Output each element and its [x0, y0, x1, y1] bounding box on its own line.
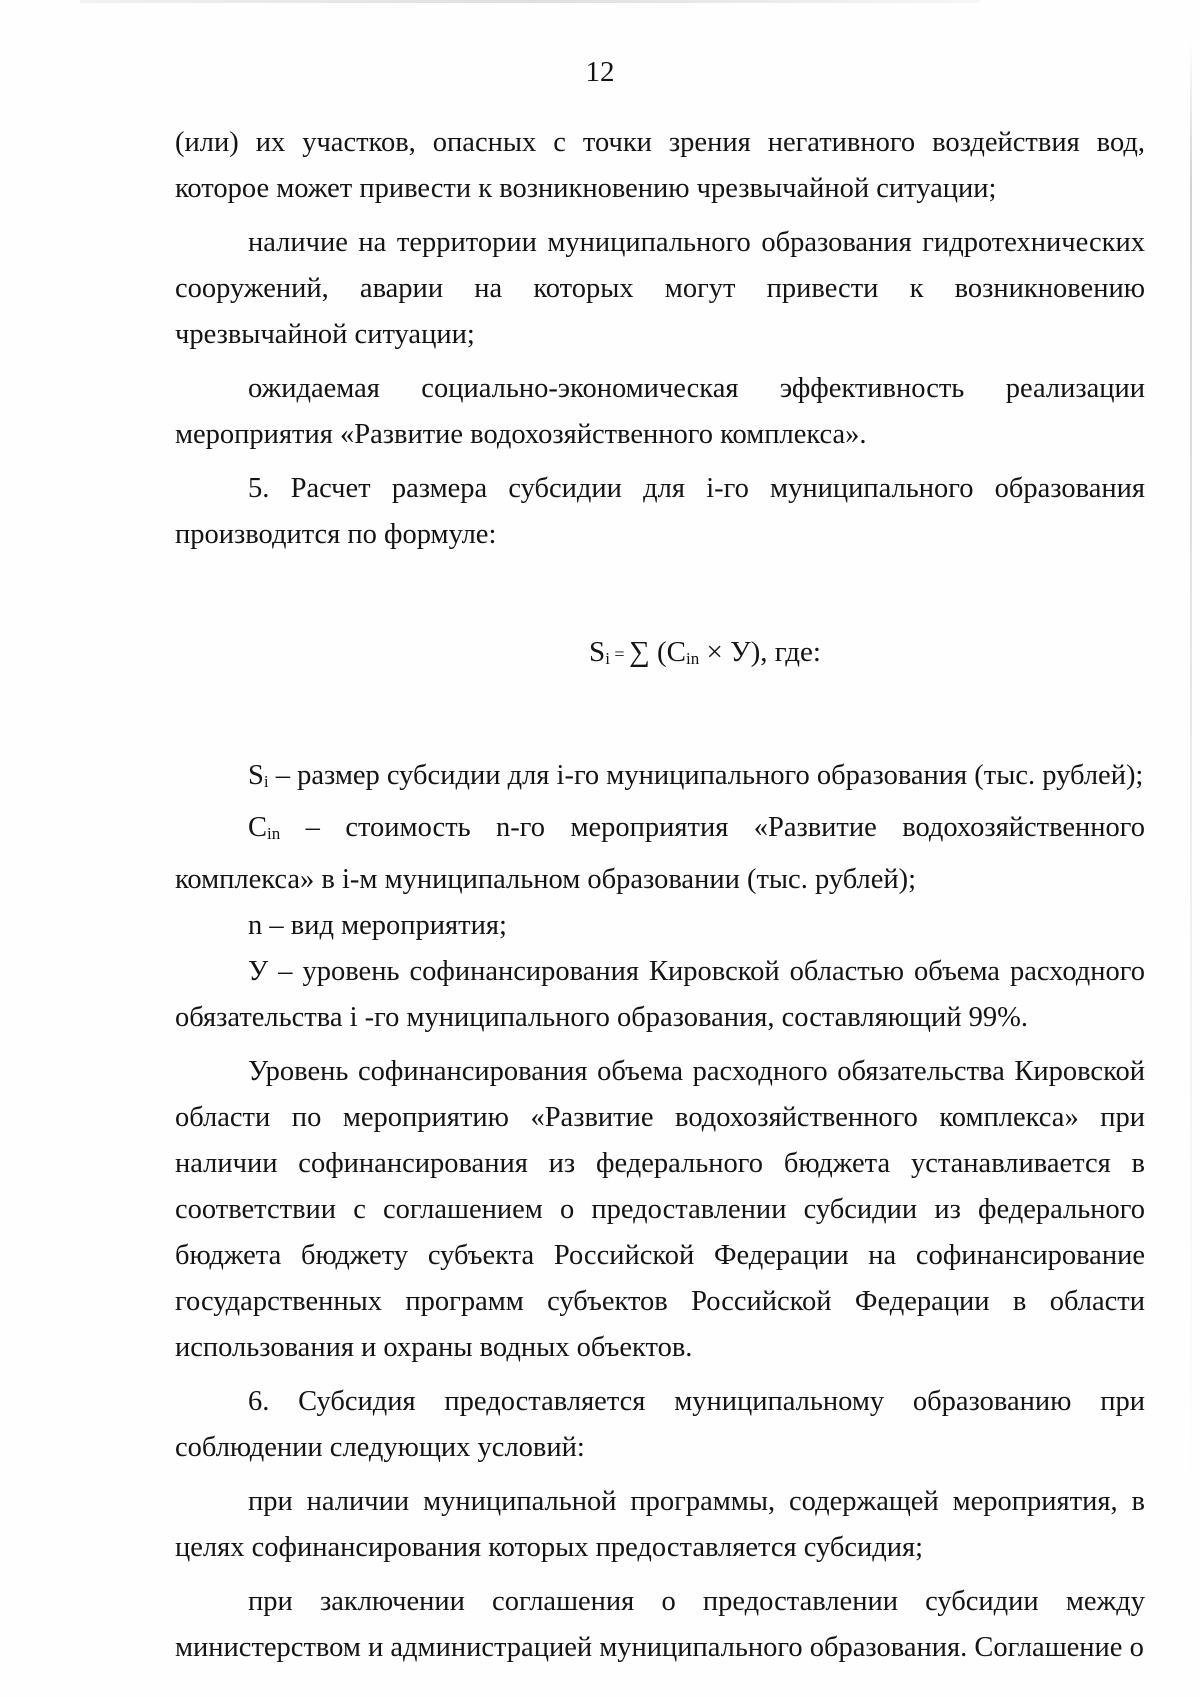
formula-s: S [589, 636, 606, 668]
paragraph-continuation: (или) их участков, опасных с точки зрения негативного воздействия вод, которое может привести к возникновению чрезвычайной ситуации; [175, 127, 1145, 204]
definition-si: Si – размер субсидии для i-го муниципального образования (тыс. рублей); [248, 760, 1144, 791]
subsidy-formula [175, 632, 1145, 679]
paragraph-efficiency: ожидаемая социально-экономическая эффективность реализации мероприятия «Развитие водохозяйственного комплекса». [175, 373, 1145, 450]
definition-n: n – вид мероприятия; [248, 910, 507, 941]
scan-artifact-edge [1190, 40, 1192, 1500]
formula-sum: ∑ (C [629, 636, 687, 668]
paragraph-calculation-intro: 5. Расчет размера субсидии для i-го муниципального образования производится по формуле: [175, 473, 1145, 550]
definition-u: У – уровень софинансирования Кировской областью объема расходного обязательства i -го муниципального образования, составляющий 99%. [175, 956, 1145, 1033]
definition-cin: Cin – стоимость n-го мероприятия «Развитие водохозяйственного комплекса» в i-м муниципальном образовании (тыс. рублей); [175, 812, 1145, 895]
document-body [175, 120, 1145, 1671]
paragraph-subsidy-conditions: 6. Субсидия предоставляется муниципальному образованию при соблюдении следующих условий: [175, 1386, 1145, 1463]
scan-artifact-top [80, 0, 980, 3]
paragraph-municipal-program: при наличии муниципальной программы, содержащей мероприятия, в целях софинансирования которых предоставляется субсидия; [175, 1486, 1145, 1563]
formula-equals: = [614, 644, 625, 664]
paragraph-hydro-structures: наличие на территории муниципального образования гидротехнических сооружений, аварии на которых могут привести к возникновению чрезвычайной ситуации; [175, 227, 1145, 350]
formula-rest: × У), где: [699, 636, 821, 668]
page-number: 12 [585, 56, 615, 88]
paragraph-cofinancing-level: Уровень софинансирования объема расходного обязательства Кировской области по мероприятию «Развитие водохозяйственного комплекса» при наличии софинансирования из федерального бюджета устанавливается в соответствии с соглашением о предоставлении субсидии из федерального бюджета бюджету субъекта Российской Федерации на софинансирование государственных программ субъектов Российской Федерации в области использования и охраны водных объектов. [175, 1056, 1145, 1363]
paragraph-agreement: при заключении соглашения о предоставлении субсидии между министерством и администрацией муниципального образования. Соглашение о [175, 1586, 1145, 1663]
formula-s-subscript: i [605, 649, 610, 668]
formula-c-subscript: in [686, 649, 700, 668]
